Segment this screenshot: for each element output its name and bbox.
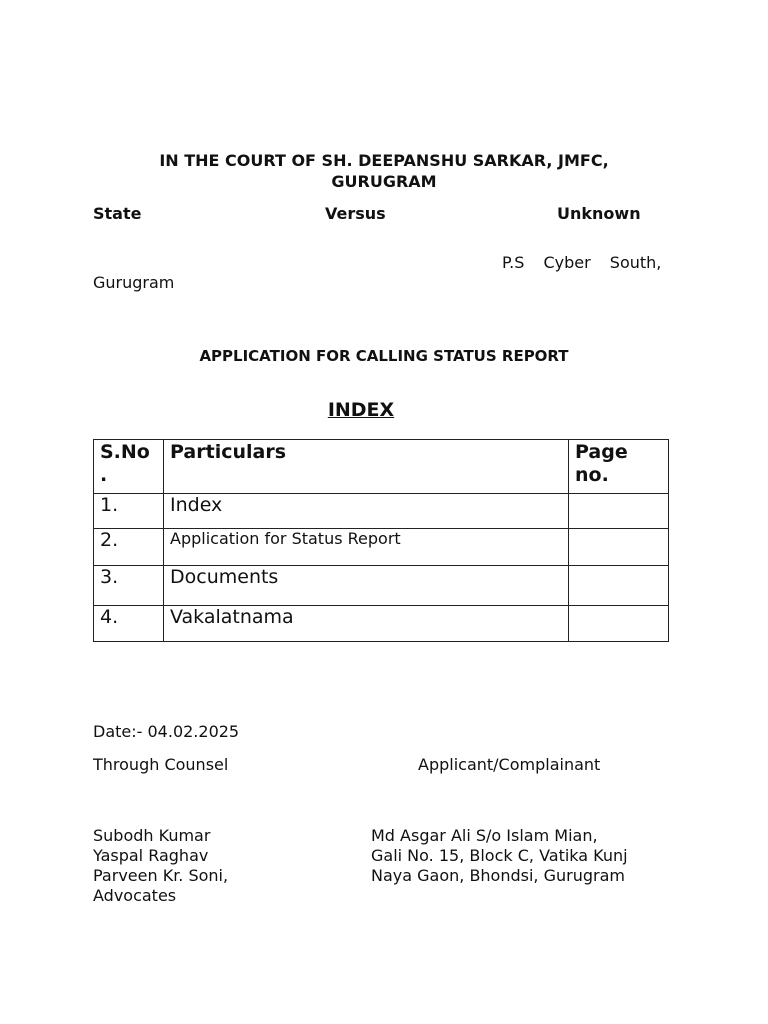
party-versus: Versus bbox=[325, 204, 386, 223]
col-particulars: Particulars bbox=[164, 440, 569, 494]
row-sno: 4. bbox=[94, 606, 164, 642]
row-particular: Application for Status Report bbox=[164, 529, 569, 566]
table-row bbox=[94, 606, 669, 642]
row-particular: Documents bbox=[164, 566, 569, 606]
index-table-header bbox=[94, 440, 669, 494]
advocates-block bbox=[93, 826, 228, 906]
index-table bbox=[93, 439, 669, 642]
court-heading-line1: IN THE COURT OF SH. DEEPANSHU SARKAR, JMFC, bbox=[159, 151, 609, 170]
advocates-label: Advocates bbox=[93, 886, 177, 905]
police-station: P.S Cyber South, bbox=[502, 253, 662, 272]
row-sno: 3. bbox=[94, 566, 164, 606]
table-row bbox=[94, 566, 669, 606]
col-sno: S.No . bbox=[94, 440, 164, 494]
complainant-name: Md Asgar Ali S/o Islam Mian, bbox=[371, 826, 598, 845]
application-title: APPLICATION FOR CALLING STATUS REPORT bbox=[199, 347, 569, 365]
document-date: Date:- 04.02.2025 bbox=[93, 722, 240, 741]
row-particular: Vakalatnama bbox=[164, 606, 569, 642]
complainant-block bbox=[371, 826, 628, 886]
advocate-name: Subodh Kumar bbox=[93, 826, 211, 845]
row-sno: 2. bbox=[94, 529, 164, 566]
row-page bbox=[569, 529, 669, 566]
court-heading-line2: GURUGRAM bbox=[331, 172, 437, 191]
party-state: State bbox=[93, 204, 142, 223]
row-page bbox=[569, 494, 669, 529]
advocate-name: Yaspal Raghav bbox=[93, 846, 209, 865]
row-sno: 1. bbox=[94, 494, 164, 529]
applicant-label: Applicant/Complainant bbox=[418, 755, 601, 774]
police-city: Gurugram bbox=[93, 273, 175, 292]
table-row bbox=[94, 494, 669, 529]
party-unknown: Unknown bbox=[557, 204, 641, 223]
col-page: Page no. bbox=[569, 440, 669, 494]
row-page bbox=[569, 566, 669, 606]
through-counsel: Through Counsel bbox=[93, 755, 229, 774]
complainant-address: Naya Gaon, Bhondsi, Gurugram bbox=[371, 866, 625, 885]
row-particular: Index bbox=[164, 494, 569, 529]
complainant-address: Gali No. 15, Block C, Vatika Kunj bbox=[371, 846, 628, 865]
table-row bbox=[94, 529, 669, 566]
row-page bbox=[569, 606, 669, 642]
index-heading: INDEX bbox=[327, 399, 395, 421]
advocate-name: Parveen Kr. Soni, bbox=[93, 866, 229, 885]
court-heading bbox=[93, 150, 675, 192]
